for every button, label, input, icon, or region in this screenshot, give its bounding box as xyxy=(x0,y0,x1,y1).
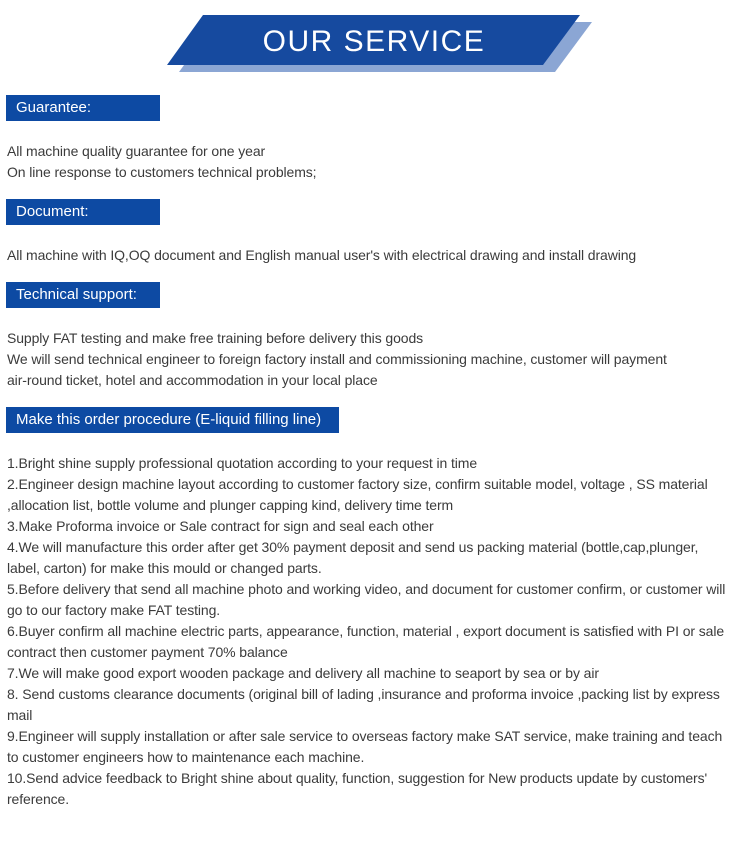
procedure-step-line: 6.Buyer confirm all machine electric parts, appearance, function, material , export document is satisfied with PI or sale xyxy=(7,623,725,639)
section-guarantee xyxy=(0,90,750,183)
procedure-step-line: ,allocation list, bottle volume and plunger capping kind, delivery time term xyxy=(7,497,454,513)
procedure-step-line: to customer engineers how to maintenance each machine. xyxy=(7,749,365,765)
procedure-step-line: 10.Send advice feedback to Bright shine about quality, function, suggestion for New products update by customers' xyxy=(7,770,708,786)
section-label-guarantee: Guarantee: xyxy=(6,95,160,121)
text-line: Supply FAT testing and make free training before delivery this goods xyxy=(7,330,424,346)
procedure-step-line: reference. xyxy=(7,791,70,807)
section-text-technical-support xyxy=(7,328,750,391)
section-text-order-procedure xyxy=(7,453,750,810)
procedure-step-line: 7.We will make good export wooden package and delivery all machine to seaport by sea or by air xyxy=(7,665,599,681)
section-text-guarantee xyxy=(7,141,750,183)
procedure-step-line: 5.Before delivery that send all machine photo and working video, and document for customer confirm, or customer will xyxy=(7,581,726,597)
section-document xyxy=(0,183,750,266)
section-technical-support xyxy=(0,266,750,391)
text-line: We will send technical engineer to foreign factory install and commissioning machine, customer will payment xyxy=(7,351,667,367)
section-label-technical-support: Technical support: xyxy=(6,282,160,308)
procedure-step-line: mail xyxy=(7,707,33,723)
procedure-step-line: 4.We will manufacture this order after get 30% payment deposit and send us packing material (bottle,cap,plunger, xyxy=(7,539,699,555)
procedure-step-line: label, carton) for make this mould or changed parts. xyxy=(7,560,322,576)
text-line: All machine with IQ,OQ document and English manual user's with electrical drawing and install drawing xyxy=(7,247,637,263)
procedure-step-line: 9.Engineer will supply installation or after sale service to overseas factory make SAT service, make training and teach xyxy=(7,728,723,744)
procedure-step-line: 1.Bright shine supply professional quotation according to your request in time xyxy=(7,455,478,471)
procedure-step-line: 8. Send customs clearance documents (original bill of lading ,insurance and proforma invoice ,packing list by express xyxy=(7,686,720,702)
our-service-banner xyxy=(0,0,750,90)
text-line: On line response to customers technical problems; xyxy=(7,164,317,180)
section-text-document xyxy=(7,245,750,266)
section-order-procedure xyxy=(0,391,750,810)
section-label-order-procedure: Make this order procedure (E-liquid filling line) xyxy=(6,407,339,433)
section-label-document: Document: xyxy=(6,199,160,225)
procedure-step-line: 2.Engineer design machine layout according to customer factory size, confirm suitable model, voltage , SS material xyxy=(7,476,708,492)
text-line: All machine quality guarantee for one year xyxy=(7,143,266,159)
text-line: air-round ticket, hotel and accommodation in your local place xyxy=(7,372,378,388)
procedure-step-line: go to our factory make FAT testing. xyxy=(7,602,221,618)
procedure-step-line: 3.Make Proforma invoice or Sale contract for sign and seal each other xyxy=(7,518,434,534)
banner-title: OUR SERVICE xyxy=(262,25,486,58)
procedure-step-line: contract then customer payment 70% balance xyxy=(7,644,288,660)
